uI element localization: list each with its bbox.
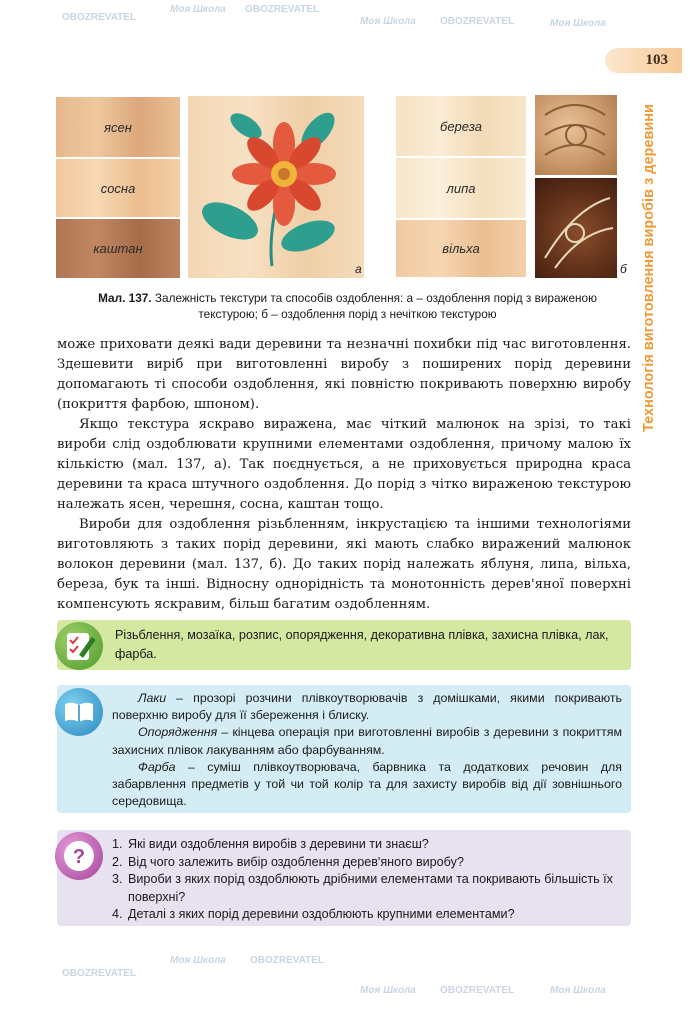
flower-painting-icon xyxy=(188,96,364,278)
watermark: OBOZREVATEL xyxy=(440,16,515,27)
inlay-pattern-icon xyxy=(535,178,617,278)
question-item: 4. Деталі з яких порід деревини оздоблюють крупними елементами? xyxy=(112,907,515,921)
figure-label-b: б xyxy=(620,262,627,276)
figure-label-a: а xyxy=(355,262,362,276)
wood-sample-chestnut: каштан xyxy=(56,219,180,278)
watermark: Моя Школа xyxy=(170,4,226,15)
term-definition: Лаки – прозорі розчини плівкоутворювачів з домішками, якими покривають поверхню виробу для її збереження і блиску. xyxy=(112,691,622,723)
watermark: Моя Школа xyxy=(170,955,226,966)
page-number: 103 xyxy=(605,48,682,73)
watermark: OBOZREVATEL xyxy=(440,985,515,996)
watermark: Моя Школа xyxy=(550,18,606,29)
keywords-text: Різьблення, мозаїка, розпис, опорядження, декоративна плівка, захисна плівка, лак, фарба. xyxy=(115,628,609,661)
question-head-icon xyxy=(55,832,103,880)
wood-sample-pine: сосна xyxy=(56,159,180,217)
watermark: Моя Школа xyxy=(550,985,606,996)
term-definition: Фарба – суміш плівкоутворювача, барвника та додаткових речовин для забарвлення предметів у той чи той колір та для захисту виробів від дії зовнішнього середовища. xyxy=(112,759,622,809)
watermark: OBOZREVATEL xyxy=(250,955,325,966)
carved-wood-relief xyxy=(535,95,617,175)
terms-text xyxy=(112,690,622,810)
watermark: Моя Школа xyxy=(360,985,416,996)
wood-sample-linden: липа xyxy=(396,158,526,218)
paragraph: Вироби для оздоблення різьбленням, інкрустацією та іншими технологіями виготовляють з таких порід деревини, які мають слабко виражений малюнок волокон деревини (мал. 137, б). До таких порід належать яблуня, липа, вільха, береза, бук та інші. Відносну однорідність та монотонність дерев'яної поверхні компенсують яскравим, більш багатим оздобленням. xyxy=(57,517,631,612)
painted-flower-board xyxy=(188,96,364,278)
inlaid-wood-panel xyxy=(535,178,617,278)
open-book-icon xyxy=(55,688,103,736)
paragraph: Якщо текстура яскраво виражена, має чіткий малюнок на зрізі, то такі вироби слід оздоблювати крупними елементами оздоблення, причому малою їх кількістю (мал. 137, а). Так поєднується, а не приховується природна краса деревини та краса штучного оздоблення. До порід з чітко вираженою текстурою належать ясен, черешня, сосна, каштан тощо. xyxy=(57,417,631,512)
question-item: 2. Від чого залежить вибір оздоблення дерев'яного виробу? xyxy=(112,854,464,869)
watermark: OBOZREVATEL xyxy=(245,4,320,15)
figure-caption: Мал. 137. Залежність текстури та способів оздоблення: а – оздоблення порід з вираженою текстурою; б – оздоблення порід з нечіткою текстурою xyxy=(98,291,597,321)
carving-pattern-icon xyxy=(535,95,617,175)
wood-sample-birch: береза xyxy=(396,96,526,156)
wood-sample-alder: вільха xyxy=(396,220,526,277)
watermark: OBOZREVATEL xyxy=(62,12,137,23)
wood-sample-ash: ясен xyxy=(56,97,180,157)
svg-text:?: ? xyxy=(72,846,86,868)
watermark: Моя Школа xyxy=(360,16,416,27)
question-item: 1. Які види оздоблення виробів з деревини ти знаєш? xyxy=(112,837,429,851)
paragraph: може приховати деякі вади деревини та незначні похибки під час виготовлення. Здешевити виріб при виготовленні виробу з поширених порід деревини допомагають ті способи оздоблення, які повністю покривають поверхню виробу (покриття фарбою, шпоном). xyxy=(57,337,631,412)
main-text xyxy=(57,335,631,615)
term-definition: Опорядження – кінцева операція при виготовленні виробів з деревини з покриттям захисних плівок лакуванням або фарбуванням. xyxy=(112,725,622,757)
question-item: 3. Вироби з яких порід оздоблюють дрібними елементами та покривають більшість їх поверхні? xyxy=(112,872,613,904)
chapter-side-title: Технологія виготовлення виробів з деревини xyxy=(641,103,658,432)
watermark: OBOZREVATEL xyxy=(62,968,137,979)
questions-list xyxy=(112,836,617,924)
